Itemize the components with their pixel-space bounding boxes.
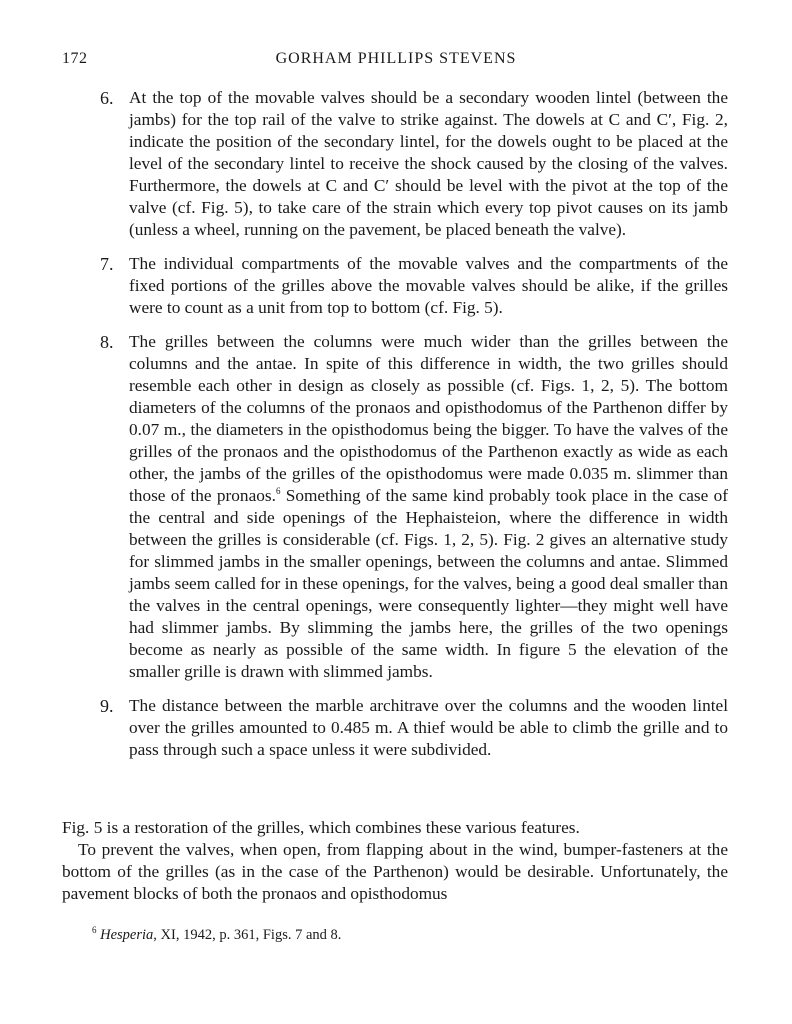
item-number: 9.: [100, 696, 114, 716]
list-item: [98, 87, 728, 241]
item-number: 6.: [100, 88, 114, 108]
item-text-part: Something of the same kind probably took place in the case of the central and side openings of the Hephaisteion, where the difference in width between the grilles is considerable (cf. Figs. 1, 2, 5). Fig. 2 gives an alternative study for slimmed jambs in the smaller openings, between the columns and antae. Slimmed jambs seem called for in these openings, for the valves, being a good deal smaller than the valves in the central openings, were consequently lighter—they might well have had slimmer jambs. By slimming the jambs here, the grilles of the two openings become as nearly as possible of the same width. In figure 5 the elevation of the smaller grille is drawn with slimmed jambs.: [129, 486, 728, 681]
page-number: 172: [62, 50, 88, 67]
item-text: [129, 331, 728, 683]
footnote-reference[interactable]: 6: [275, 486, 281, 497]
running-head: [62, 50, 730, 72]
list-item: [98, 253, 728, 319]
numbered-list: [98, 87, 728, 773]
body-paragraph: To prevent the valves, when open, from flapping about in the wind, bumper-fasteners at the bottom of the grilles (as in the case of the Parthenon) would be desirable. Unfortunately, the pavement blocks of both the pronaos and opisthodomus: [62, 840, 728, 903]
running-title: GORHAM PHILLIPS STEVENS: [275, 50, 517, 67]
footnote-citation: , XI, 1942, p. 361, Figs. 7 and 8.: [153, 926, 342, 943]
footnote: [92, 921, 341, 944]
item-text-part: The grilles between the columns were much wider than the grilles between the columns and the antae. In spite of this difference in width, the two grilles should resemble each other in design as closely as possible (cf. Figs. 1, 2, 5). The bottom diameters of the columns of the pronaos and opisthodomus of the Parthenon differ by 0.07 m., the diameters in the opisthodomus being the bigger. To have the valves of the grilles of the pronaos and the opisthodomus of the Parthenon exactly as wide as each other, the jambs of the grilles of the opisthodomus were made 0.035 m. slimmer than those of the pronaos.: [129, 332, 728, 505]
list-item: [98, 331, 728, 683]
footnote-number: 6: [92, 925, 97, 935]
item-number: 7.: [100, 254, 114, 274]
item-text: The individual compartments of the movable valves and the compartments of the fixed portions of the grilles above the movable valves should be alike, if the grilles were to count as a unit from top to bottom (cf. Fig. 5).: [129, 254, 728, 317]
item-text: The distance between the marble architrave over the columns and the wooden lintel over the grilles amounted to 0.485 m. A thief would be able to climb the grille and to pass through such a space unless it were subdivided.: [129, 696, 728, 759]
footnote-journal-title: Hesperia: [100, 926, 154, 943]
item-text: At the top of the movable valves should be a secondary wooden lintel (between the jambs) for the top rail of the valve to strike against. The dowels at C and C′, Fig. 2, indicate the position of the secondary lintel, for the dowels ought to be placed at the level of the secondary lintel to receive the shock caused by the closing of the valves. Furthermore, the dowels at C and C′ should be level with the pivot at the top of the valve (cf. Fig. 5), to take care of the strain which every top pivot causes on its jamb (unless a wheel, running on the pavement, be placed beneath the valve).: [129, 88, 728, 239]
body-paragraph: Fig. 5 is a restoration of the grilles, which combines these various features.: [62, 818, 580, 837]
list-item: [98, 695, 728, 761]
item-number: 8.: [100, 332, 114, 352]
